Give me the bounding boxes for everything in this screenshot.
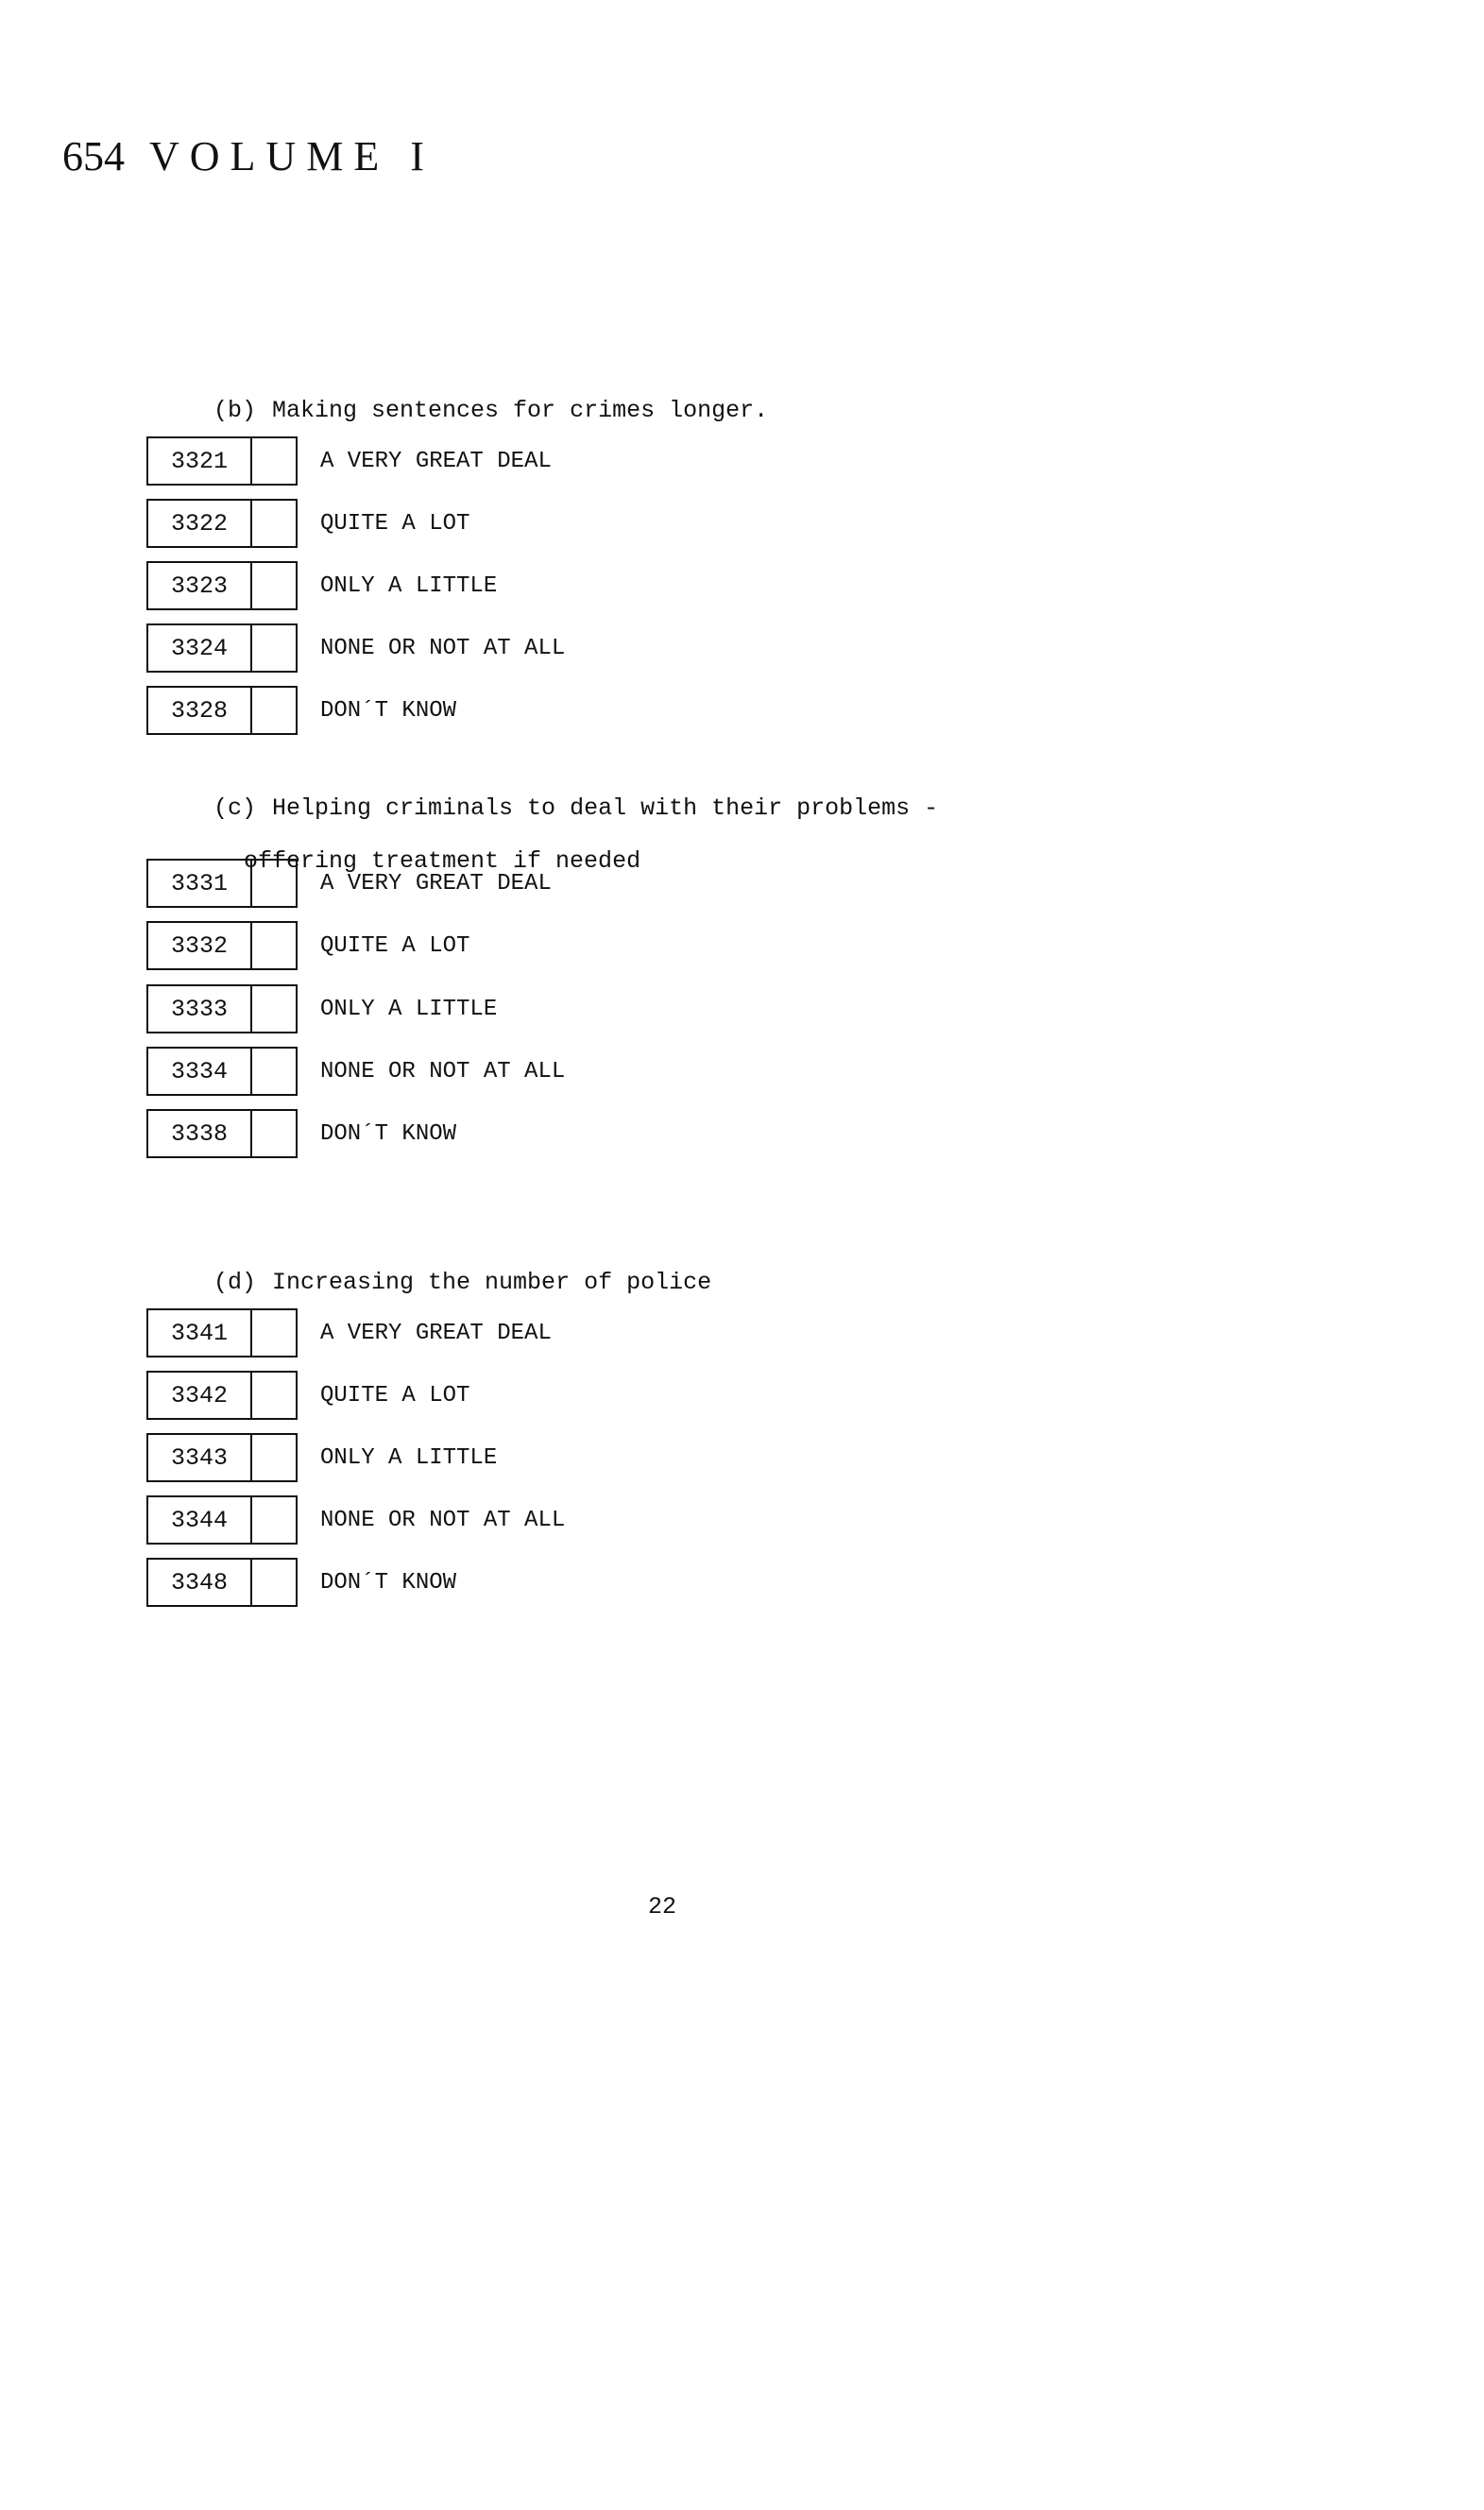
response-option[interactable] <box>146 919 469 972</box>
code-box <box>146 499 298 548</box>
code-box <box>146 686 298 735</box>
response-option[interactable] <box>146 1494 565 1546</box>
response-code: 3321 <box>148 438 252 484</box>
tick-box[interactable] <box>252 861 296 906</box>
code-box <box>146 623 298 673</box>
response-code: 3341 <box>148 1310 252 1356</box>
response-option[interactable] <box>146 1306 552 1359</box>
tick-box[interactable] <box>252 1435 296 1480</box>
page-number: 22 <box>648 1893 677 1921</box>
response-option[interactable] <box>146 1431 497 1484</box>
question-letter: (c) <box>213 794 257 822</box>
book-page-number: 654 <box>62 133 125 179</box>
response-label: DON´T KNOW <box>320 1569 457 1596</box>
response-code: 3338 <box>148 1111 252 1156</box>
response-code: 3332 <box>148 923 252 968</box>
response-label: QUITE A LOT <box>320 932 470 959</box>
response-option[interactable] <box>146 982 497 1035</box>
response-label: DON´T KNOW <box>320 697 457 724</box>
tick-box[interactable] <box>252 625 296 671</box>
response-code: 3322 <box>148 501 252 546</box>
code-box <box>146 1109 298 1158</box>
response-label: A VERY GREAT DEAL <box>320 1320 552 1346</box>
response-option[interactable] <box>146 1556 456 1609</box>
response-label: NONE OR NOT AT ALL <box>320 1058 566 1084</box>
response-label: NONE OR NOT AT ALL <box>320 635 566 661</box>
question-text: Making sentences for crimes longer. <box>272 397 769 424</box>
tick-box[interactable] <box>252 1111 296 1156</box>
response-label: ONLY A LITTLE <box>320 572 498 599</box>
code-box <box>146 1308 298 1357</box>
response-label: A VERY GREAT DEAL <box>320 870 552 896</box>
code-box <box>146 1371 298 1420</box>
tick-box[interactable] <box>252 1310 296 1356</box>
response-option[interactable] <box>146 1045 565 1098</box>
tick-box[interactable] <box>252 923 296 968</box>
response-code: 3348 <box>148 1560 252 1605</box>
code-box <box>146 561 298 610</box>
tick-box[interactable] <box>252 1560 296 1605</box>
response-label: QUITE A LOT <box>320 1382 470 1409</box>
response-option[interactable] <box>146 1107 456 1160</box>
code-box <box>146 984 298 1033</box>
response-code: 3344 <box>148 1497 252 1543</box>
tick-box[interactable] <box>252 1049 296 1094</box>
response-code: 3324 <box>148 625 252 671</box>
response-label: QUITE A LOT <box>320 510 470 537</box>
response-option[interactable] <box>146 1369 469 1422</box>
question-letter: (d) <box>213 1269 257 1296</box>
response-option[interactable] <box>146 497 469 550</box>
question-b <box>185 371 768 424</box>
tick-box[interactable] <box>252 688 296 733</box>
question-d <box>185 1243 711 1296</box>
question-text: Increasing the number of police <box>272 1269 712 1296</box>
response-code: 3342 <box>148 1373 252 1418</box>
response-option[interactable] <box>146 684 456 737</box>
response-label: A VERY GREAT DEAL <box>320 448 552 474</box>
question-text: Helping criminals to deal with their problems - <box>272 794 939 822</box>
response-label: NONE OR NOT AT ALL <box>320 1507 566 1533</box>
tick-box[interactable] <box>252 501 296 546</box>
response-code: 3323 <box>148 563 252 608</box>
tick-box[interactable] <box>252 1373 296 1418</box>
volume-title: VOLUME I <box>149 133 435 179</box>
tick-box[interactable] <box>252 563 296 608</box>
question-text-continued: offering treatment if needed <box>244 847 641 875</box>
response-code: 3334 <box>148 1049 252 1094</box>
response-label: ONLY A LITTLE <box>320 996 498 1022</box>
response-option[interactable] <box>146 857 552 910</box>
response-label: DON´T KNOW <box>320 1120 457 1147</box>
response-option[interactable] <box>146 435 552 487</box>
running-head <box>62 132 435 180</box>
response-label: ONLY A LITTLE <box>320 1444 498 1471</box>
response-option[interactable] <box>146 559 497 612</box>
response-option[interactable] <box>146 622 565 674</box>
response-code: 3343 <box>148 1435 252 1480</box>
code-box <box>146 1433 298 1482</box>
code-box <box>146 1558 298 1607</box>
tick-box[interactable] <box>252 438 296 484</box>
tick-box[interactable] <box>252 1497 296 1543</box>
response-code: 3328 <box>148 688 252 733</box>
tick-box[interactable] <box>252 986 296 1032</box>
response-code: 3333 <box>148 986 252 1032</box>
code-box <box>146 1047 298 1096</box>
response-code: 3331 <box>148 861 252 906</box>
code-box <box>146 859 298 908</box>
code-box <box>146 921 298 970</box>
code-box <box>146 1495 298 1545</box>
code-box <box>146 436 298 486</box>
question-letter: (b) <box>213 397 257 424</box>
